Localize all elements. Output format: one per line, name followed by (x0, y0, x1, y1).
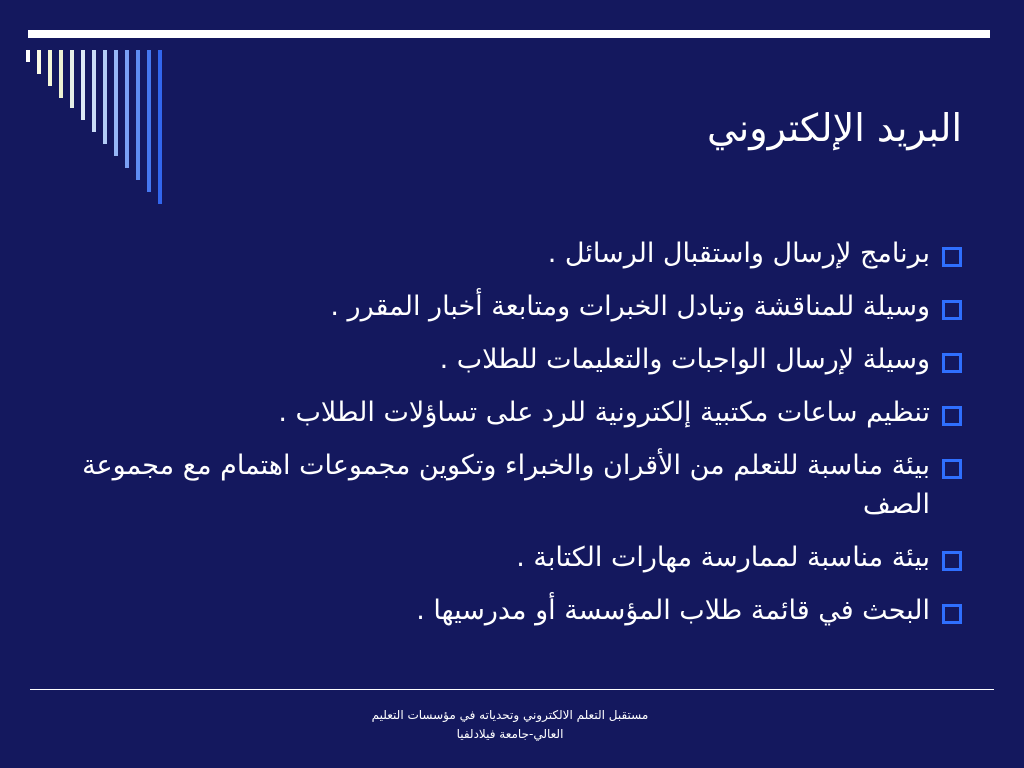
stripe (70, 50, 74, 108)
top-rule (28, 30, 990, 38)
bullet-text: بيئة مناسبة لممارسة مهارات الكتابة . (516, 542, 930, 573)
bullet-list (24, 234, 962, 644)
bullet-text: بيئة مناسبة للتعلم من الأقران والخبراء وتكوين مجموعات اهتمام مع مجموعة الصف (82, 450, 930, 520)
square-bullet-icon (942, 604, 962, 624)
footer (300, 706, 720, 744)
bullet-item (24, 234, 962, 273)
bullet-item (24, 538, 962, 577)
footer-line: مستقبل التعلم الالكتروني وتحدياته في مؤسسات التعليم (371, 708, 649, 722)
stripe (37, 50, 41, 74)
square-bullet-icon (942, 406, 962, 426)
stripe (147, 50, 151, 192)
bullet-text: وسيلة لإرسال الواجبات والتعليمات للطلاب . (439, 344, 930, 375)
stripe (48, 50, 52, 86)
stripe (114, 50, 118, 156)
slide-title: البريد الإلكتروني (707, 106, 962, 150)
bullet-item (24, 591, 962, 630)
decorative-stripes (26, 50, 166, 210)
stripe (81, 50, 85, 120)
square-bullet-icon (942, 247, 962, 267)
stripe (26, 50, 30, 62)
stripe (158, 50, 162, 204)
stripe (103, 50, 107, 144)
square-bullet-icon (942, 459, 962, 479)
bottom-rule (30, 689, 994, 690)
bullet-item (24, 393, 962, 432)
bullet-item (24, 287, 962, 326)
square-bullet-icon (942, 353, 962, 373)
bullet-text: برنامج لإرسال واستقبال الرسائل . (547, 238, 930, 269)
bullet-item (24, 340, 962, 379)
bullet-text: وسيلة للمناقشة وتبادل الخبرات ومتابعة أخبار المقرر . (330, 291, 930, 322)
stripe (92, 50, 96, 132)
bullet-item (24, 446, 962, 524)
stripe (125, 50, 129, 168)
bullet-text: تنظيم ساعات مكتبية إلكترونية للرد على تساؤلات الطلاب . (278, 397, 930, 428)
stripe (59, 50, 63, 98)
square-bullet-icon (942, 551, 962, 571)
footer-line: العالي-جامعة فيلادلفيا (456, 727, 564, 741)
square-bullet-icon (942, 300, 962, 320)
stripe (136, 50, 140, 180)
bullet-text: البحث في قائمة طلاب المؤسسة أو مدرسيها . (416, 595, 930, 626)
